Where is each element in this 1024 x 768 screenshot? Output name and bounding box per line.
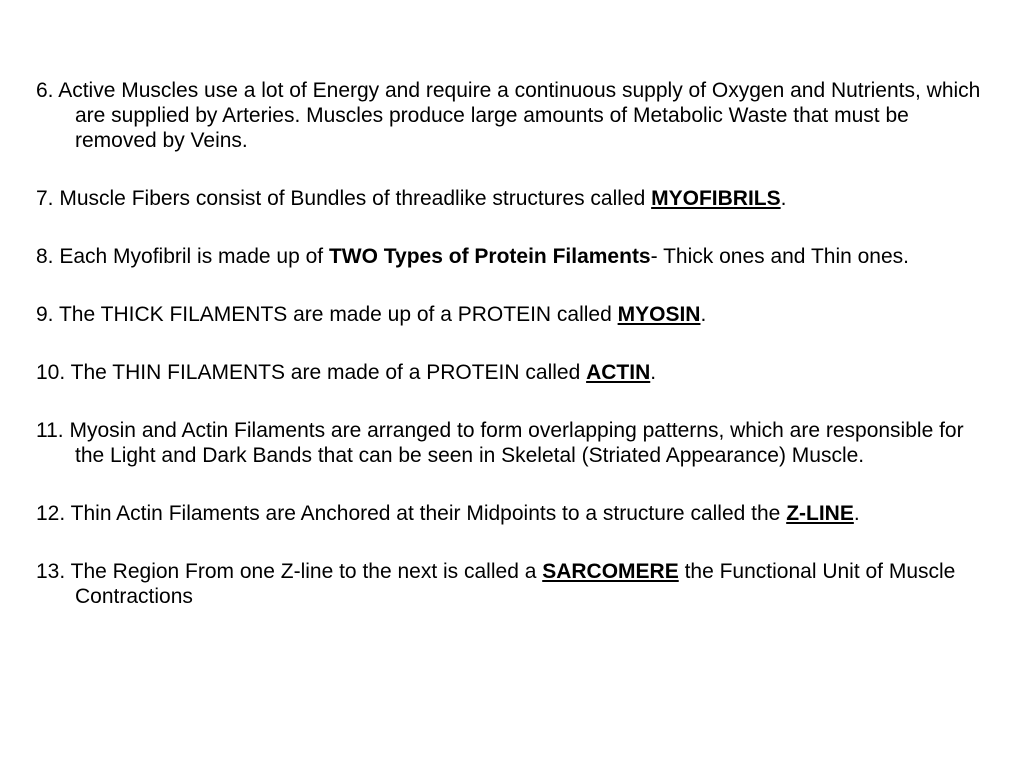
item-9-suffix: . [700,303,707,326]
term-myosin: MYOSIN [617,303,701,326]
item-6-text: 6. Active Muscles use a lot of Energy and require a continuous supply of Oxygen and Nutrients, which are supplied by Arteries. Muscles produce large amounts of Metabolic Waste that must be removed by Veins. [36,79,981,152]
list-item-13 [36,559,986,609]
item-10-text: 10. The THIN FILAMENTS are made of a PROTEIN called [36,361,587,384]
term-sarcomere: SARCOMERE [542,560,679,583]
item-12-text: 12. Thin Actin Filaments are Anchored at their Midpoints to a structure called the [36,502,787,525]
item-8-suffix: - Thick ones and Thin ones. [650,245,910,268]
term-actin: ACTIN [586,361,651,384]
list-item-9 [36,302,986,327]
term-z-line: Z-LINE [786,502,854,525]
list-item-10 [36,360,986,385]
slide-content [36,78,986,642]
item-12-suffix: . [853,502,860,525]
term-myofibrils: MYOFIBRILS [651,187,781,210]
item-7-text: 7. Muscle Fibers consist of Bundles of threadlike structures called [36,187,652,210]
term-two-types-protein-filaments: TWO Types of Protein Filaments [328,245,651,268]
item-13-text: 13. The Region From one Z-line to the next is called a [36,560,543,583]
item-8-text: 8. Each Myofibril is made up of [36,245,329,268]
item-13-suffix: the Functional Unit of Muscle Contractions [75,560,956,608]
list-item-8 [36,244,986,269]
list-item-12 [36,501,986,526]
list-item-7 [36,186,986,211]
item-11-text: 11. Myosin and Actin Filaments are arranged to form overlapping patterns, which are responsible for the Light and Dark Bands that can be seen in Skeletal (Striated Appearance) Muscle. [36,419,964,467]
item-9-text: 9. The THICK FILAMENTS are made up of a PROTEIN called [36,303,618,326]
item-10-suffix: . [650,361,657,384]
list-item-6 [36,78,986,153]
item-7-suffix: . [780,187,787,210]
list-item-11 [36,418,986,468]
